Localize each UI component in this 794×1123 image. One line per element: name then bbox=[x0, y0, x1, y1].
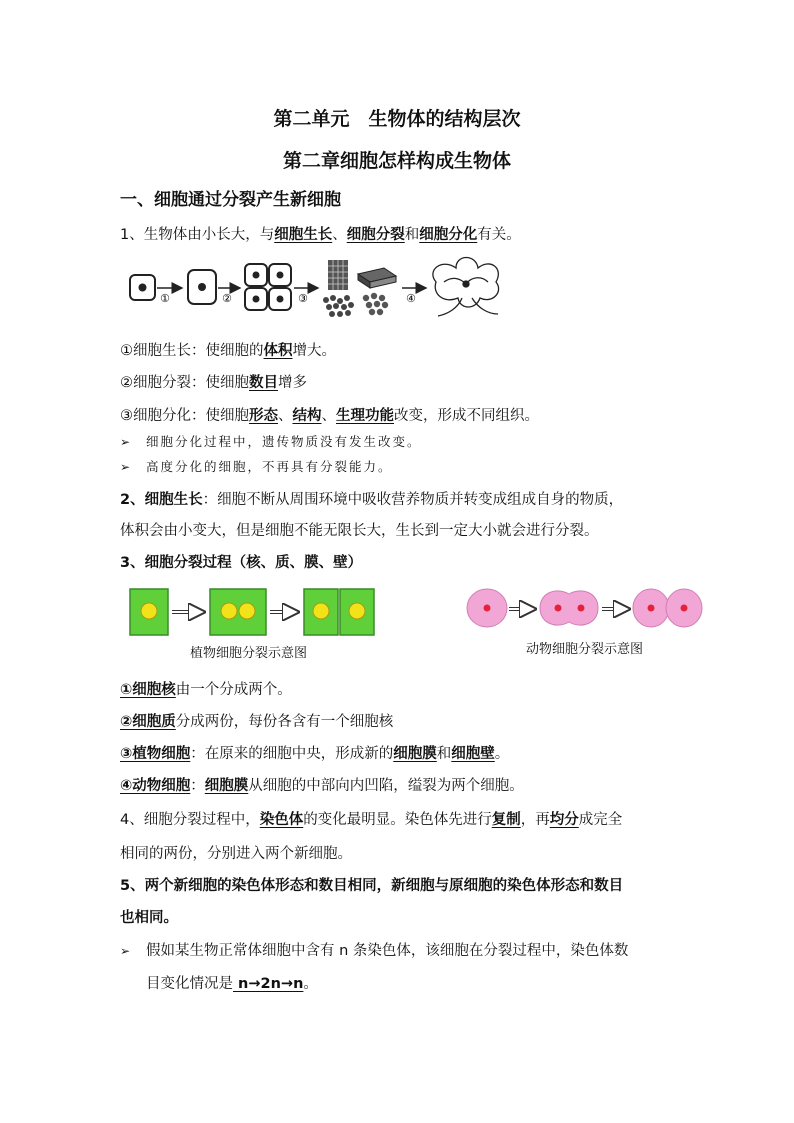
label-3: ③ bbox=[298, 292, 308, 305]
section-heading: 一、细胞通过分裂产生新细胞 bbox=[120, 190, 341, 210]
differentiation-line: ③细胞分化：使细胞形态、结构、生理功能改变，形成不同组织。 bbox=[120, 408, 539, 424]
item-6-line2: 目变化情况是 n→2n→n。 bbox=[146, 976, 318, 992]
plant-caption: 植物细胞分裂示意图 bbox=[190, 646, 308, 661]
animal-cell-1 bbox=[467, 589, 507, 627]
label-4: ④ bbox=[406, 292, 416, 305]
item-1: 1、生物体由小长大，与细胞生长、细胞分裂和细胞分化有关。 bbox=[120, 227, 521, 243]
item-6-line1: ➢ 假如某生物正常体细胞中含有 n 条染色体，该细胞在分裂过程中，染色体数 bbox=[120, 943, 629, 959]
item-4-line2: 相同的两份，分别进入两个新细胞。 bbox=[120, 846, 352, 862]
growth-line: ①细胞生长：使细胞的体积增大。 bbox=[120, 343, 336, 359]
step-1: ①细胞核由一个分成两个。 bbox=[120, 682, 292, 698]
bullet-icon: ➢ bbox=[120, 460, 133, 474]
item-5-line2: 也相同。 bbox=[120, 910, 178, 926]
division-line: ②细胞分裂：使细胞数目增多 bbox=[120, 375, 307, 391]
step-2: ②细胞质分成两份，每份各含有一个细胞核 bbox=[120, 714, 394, 730]
plant-cell-2 bbox=[210, 589, 266, 635]
unit-title: 第二单元 生物体的结构层次 bbox=[273, 108, 521, 130]
animal-cell-2 bbox=[540, 591, 598, 625]
animal-cell-3 bbox=[633, 589, 702, 627]
label-1: ① bbox=[160, 292, 170, 305]
note-1: ➢ 细胞分化过程中，遗传物质没有发生改变。 bbox=[120, 434, 422, 449]
divided-cells bbox=[245, 264, 291, 310]
item-2-line2: 体积会由小变大，但是细胞不能无限长大，生长到一定大小就会进行分裂。 bbox=[120, 523, 599, 539]
item-4-line1: 4、细胞分裂过程中，染色体的变化最明显。染色体先进行复制，再均分成完全 bbox=[120, 812, 623, 828]
step-4: ④动物细胞：细胞膜从细胞的中部向内凹陷，缢裂为两个细胞。 bbox=[120, 778, 524, 794]
bullet-icon: ➢ bbox=[120, 944, 131, 958]
plant-cell-3 bbox=[304, 589, 374, 635]
flower-drawing bbox=[433, 258, 499, 317]
item-2-line1: 2、细胞生长：细胞不断从周围环境中吸收营养物质并转变成组成自身的物质， bbox=[120, 492, 624, 508]
item-5-line1: 5、两个新细胞的染色体形态和数目相同，新细胞与原细胞的染色体形态和数目 bbox=[120, 878, 624, 894]
step-3: ③植物细胞：在原来的细胞中央，形成新的细胞膜和细胞壁。 bbox=[120, 746, 510, 762]
chapter-title: 第二章细胞怎样构成生物体 bbox=[282, 150, 511, 172]
grown-cell bbox=[188, 270, 216, 304]
label-2: ② bbox=[222, 292, 232, 305]
animal-caption: 动物细胞分裂示意图 bbox=[526, 642, 644, 657]
note-2: ➢ 高度分化的细胞，不再具有分裂能力。 bbox=[120, 459, 393, 474]
animal-cell-division-diagram bbox=[465, 586, 705, 632]
bullet-icon: ➢ bbox=[120, 435, 133, 449]
plant-cell-1 bbox=[130, 589, 168, 635]
cell-development-diagram bbox=[126, 252, 506, 326]
small-cell bbox=[130, 275, 155, 300]
plant-cell-division-diagram bbox=[128, 587, 378, 639]
tissue-group bbox=[323, 260, 396, 317]
item-3-heading: 3、细胞分裂过程（核、质、膜、壁） bbox=[120, 555, 363, 571]
